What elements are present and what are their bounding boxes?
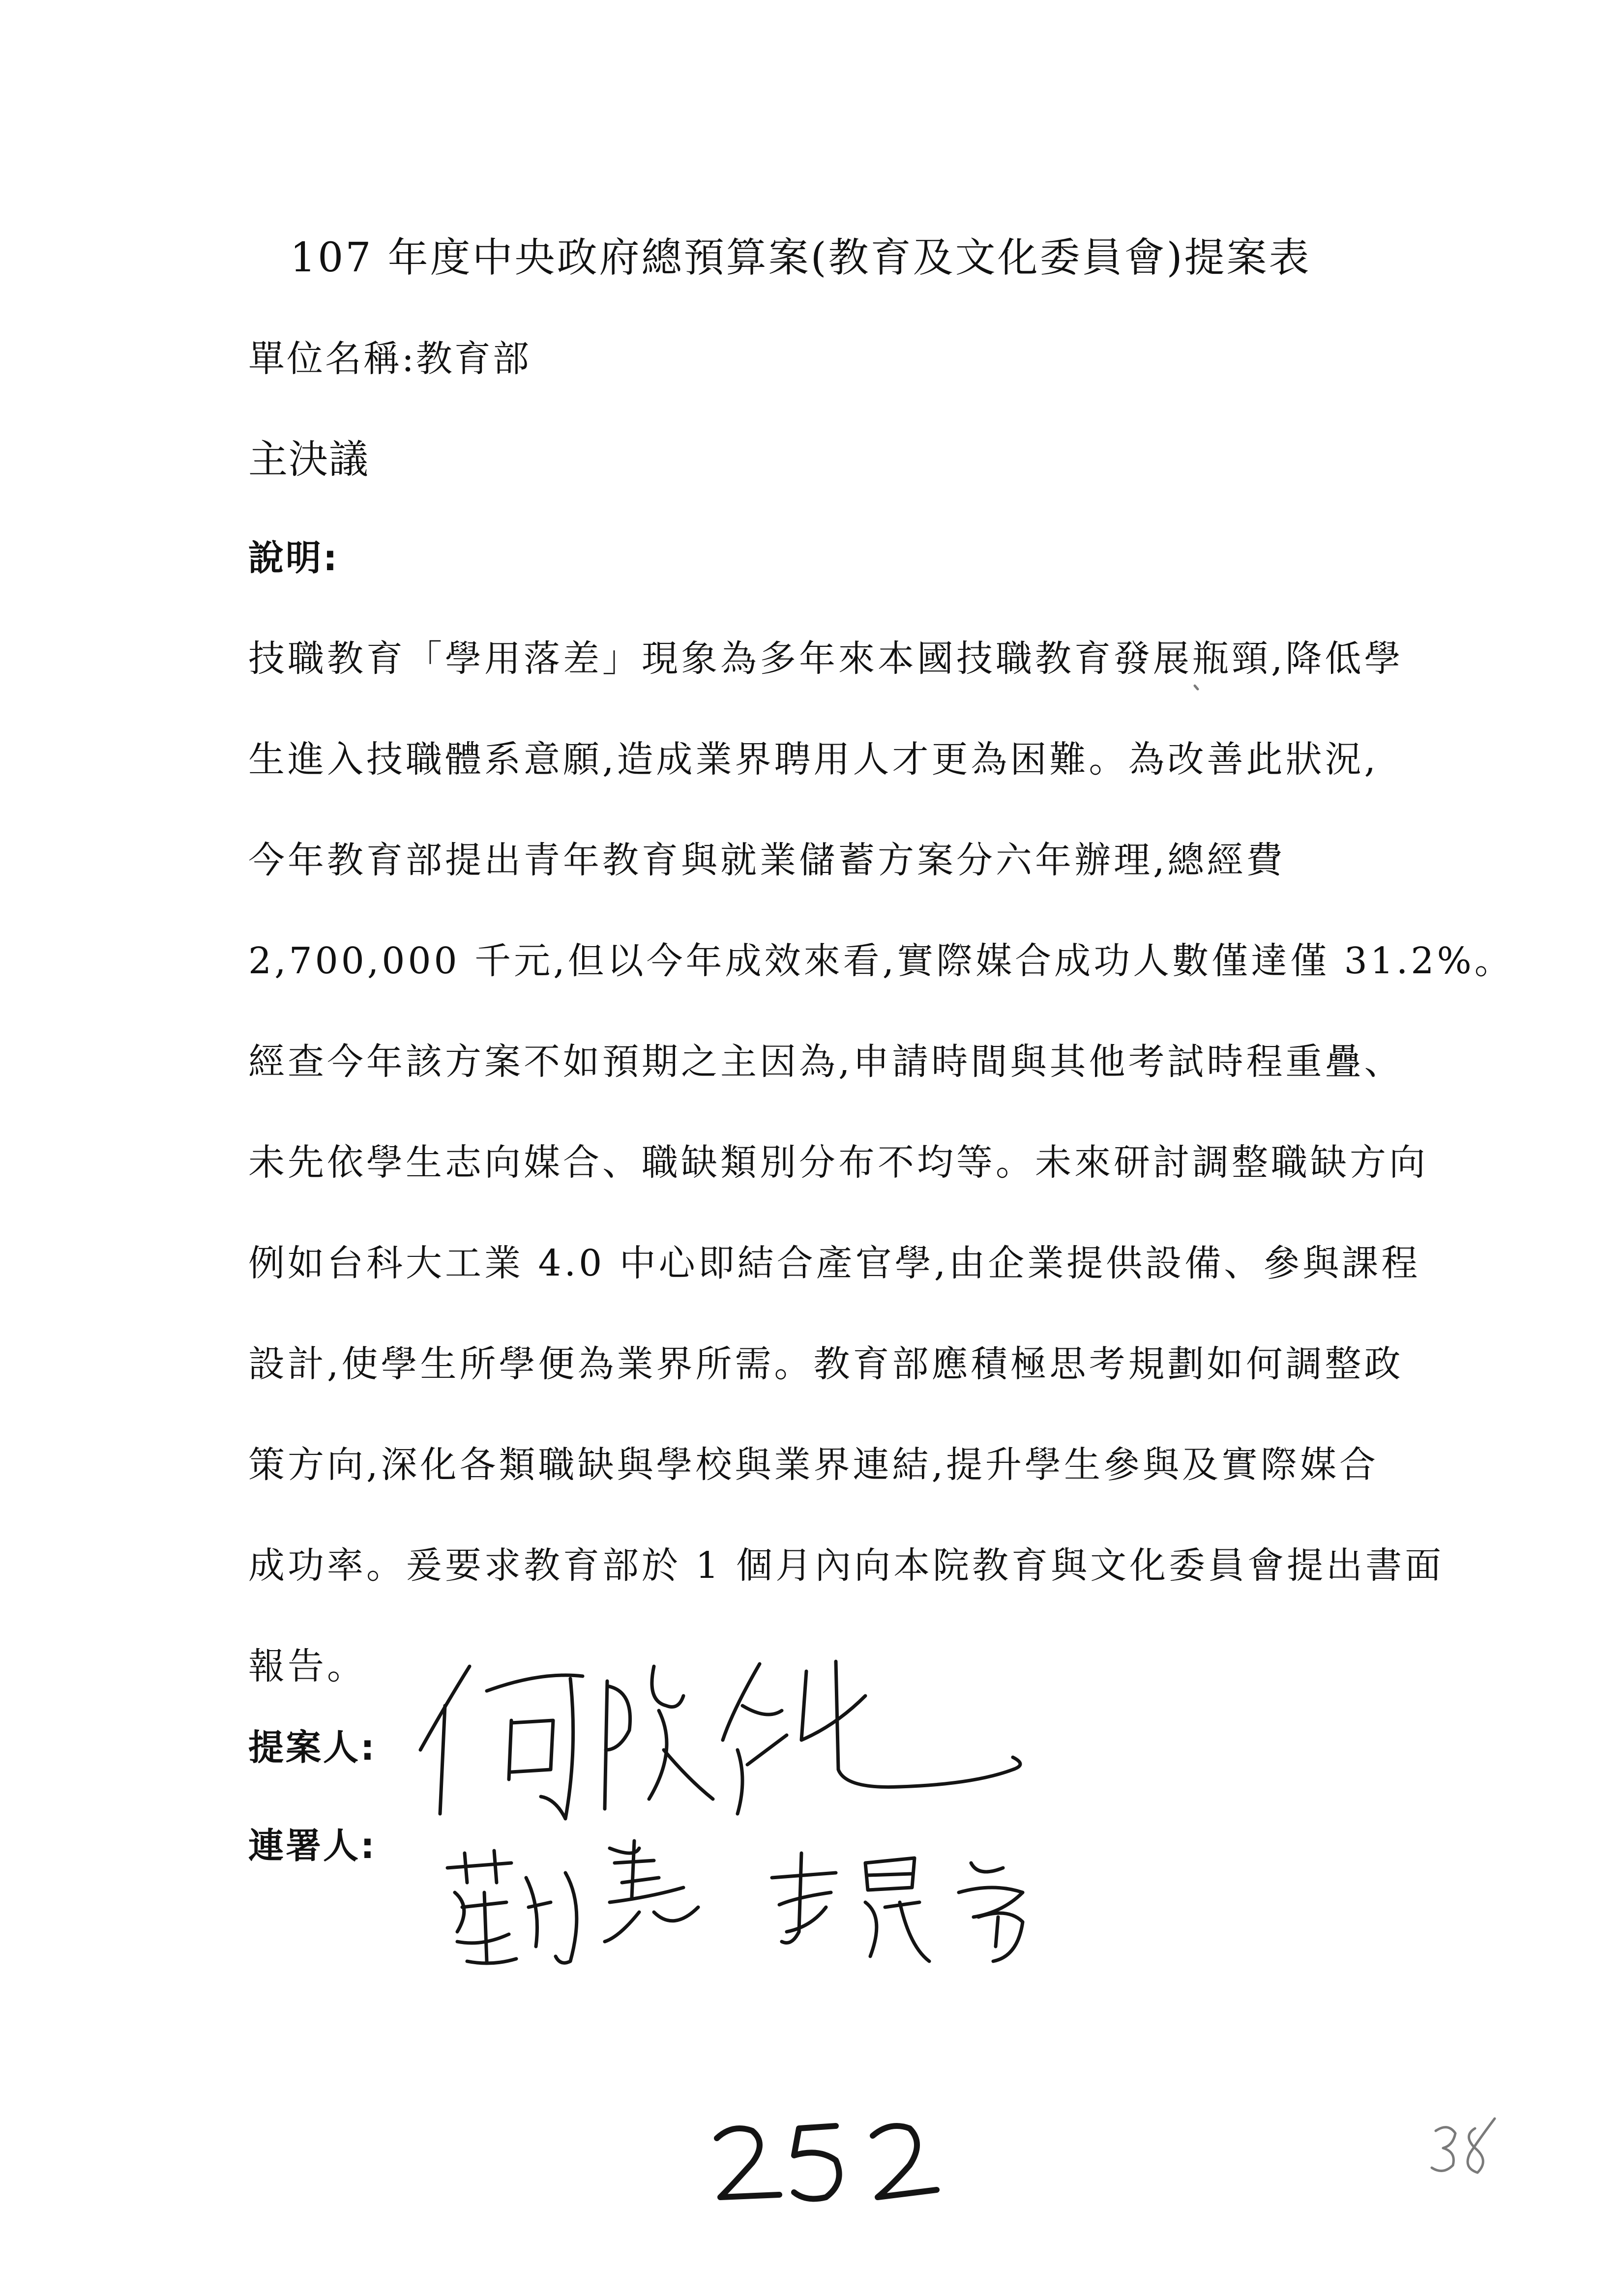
explanation-line: 設計,使學生所學便為業界所需。教育部應積極思考規劃如何調整政 <box>248 1343 1404 1385</box>
cosigner-label: 連署人: <box>248 1825 377 1866</box>
explanation-line: 成功率。爰要求教育部於 1 個月內向本院教育與文化委員會提出書面 <box>248 1544 1445 1587</box>
explanation-line: 策方向,深化各類職缺與學校與業界連結,提升學生參與及實際媒合 <box>248 1444 1379 1486</box>
cosigner-signature-2 <box>772 1853 1023 1961</box>
explanation-line: 生進入技職體系意願,造成業界聘用人才更為困難。為改善此狀況, <box>248 738 1379 781</box>
explanation-label: 說明: <box>248 537 339 579</box>
scan-speck <box>1195 686 1198 689</box>
explanation-line: 報告。 <box>248 1645 366 1687</box>
unit-name: 單位名稱:教育部 <box>248 338 531 380</box>
explanation-line: 技職教育「學用落差」現象為多年來本國技職教育發展瓶頸,降低學 <box>248 638 1404 680</box>
proposer-label: 提案人: <box>248 1727 377 1768</box>
explanation-line: 2,700,000 千元,但以今年成效來看,實際媒合成功人數僅達僅 31.2%。 <box>248 940 1514 982</box>
document-title: 107 年度中央政府總預算案(教育及文化委員會)提案表 <box>290 234 1311 281</box>
page-number-252 <box>717 2126 937 2199</box>
corner-number-38 <box>1432 2119 1495 2173</box>
cosigner-signature-1 <box>447 1841 698 1963</box>
resolution-heading: 主決議 <box>248 436 369 482</box>
explanation-line: 未先依學生志向媒合、職缺類別分布不均等。未來研討調整職缺方向 <box>248 1141 1428 1184</box>
explanation-line: 例如台科大工業 4.0 中心即結合產官學,由企業提供設備、參與課程 <box>248 1242 1421 1284</box>
explanation-line: 今年教育部提出青年教育與就業儲蓄方案分六年辦理,總經費 <box>248 839 1286 881</box>
proposer-signature <box>420 1661 1020 1819</box>
explanation-line: 經查今年該方案不如預期之主因為,申請時間與其他考試時程重疊、 <box>248 1041 1404 1083</box>
